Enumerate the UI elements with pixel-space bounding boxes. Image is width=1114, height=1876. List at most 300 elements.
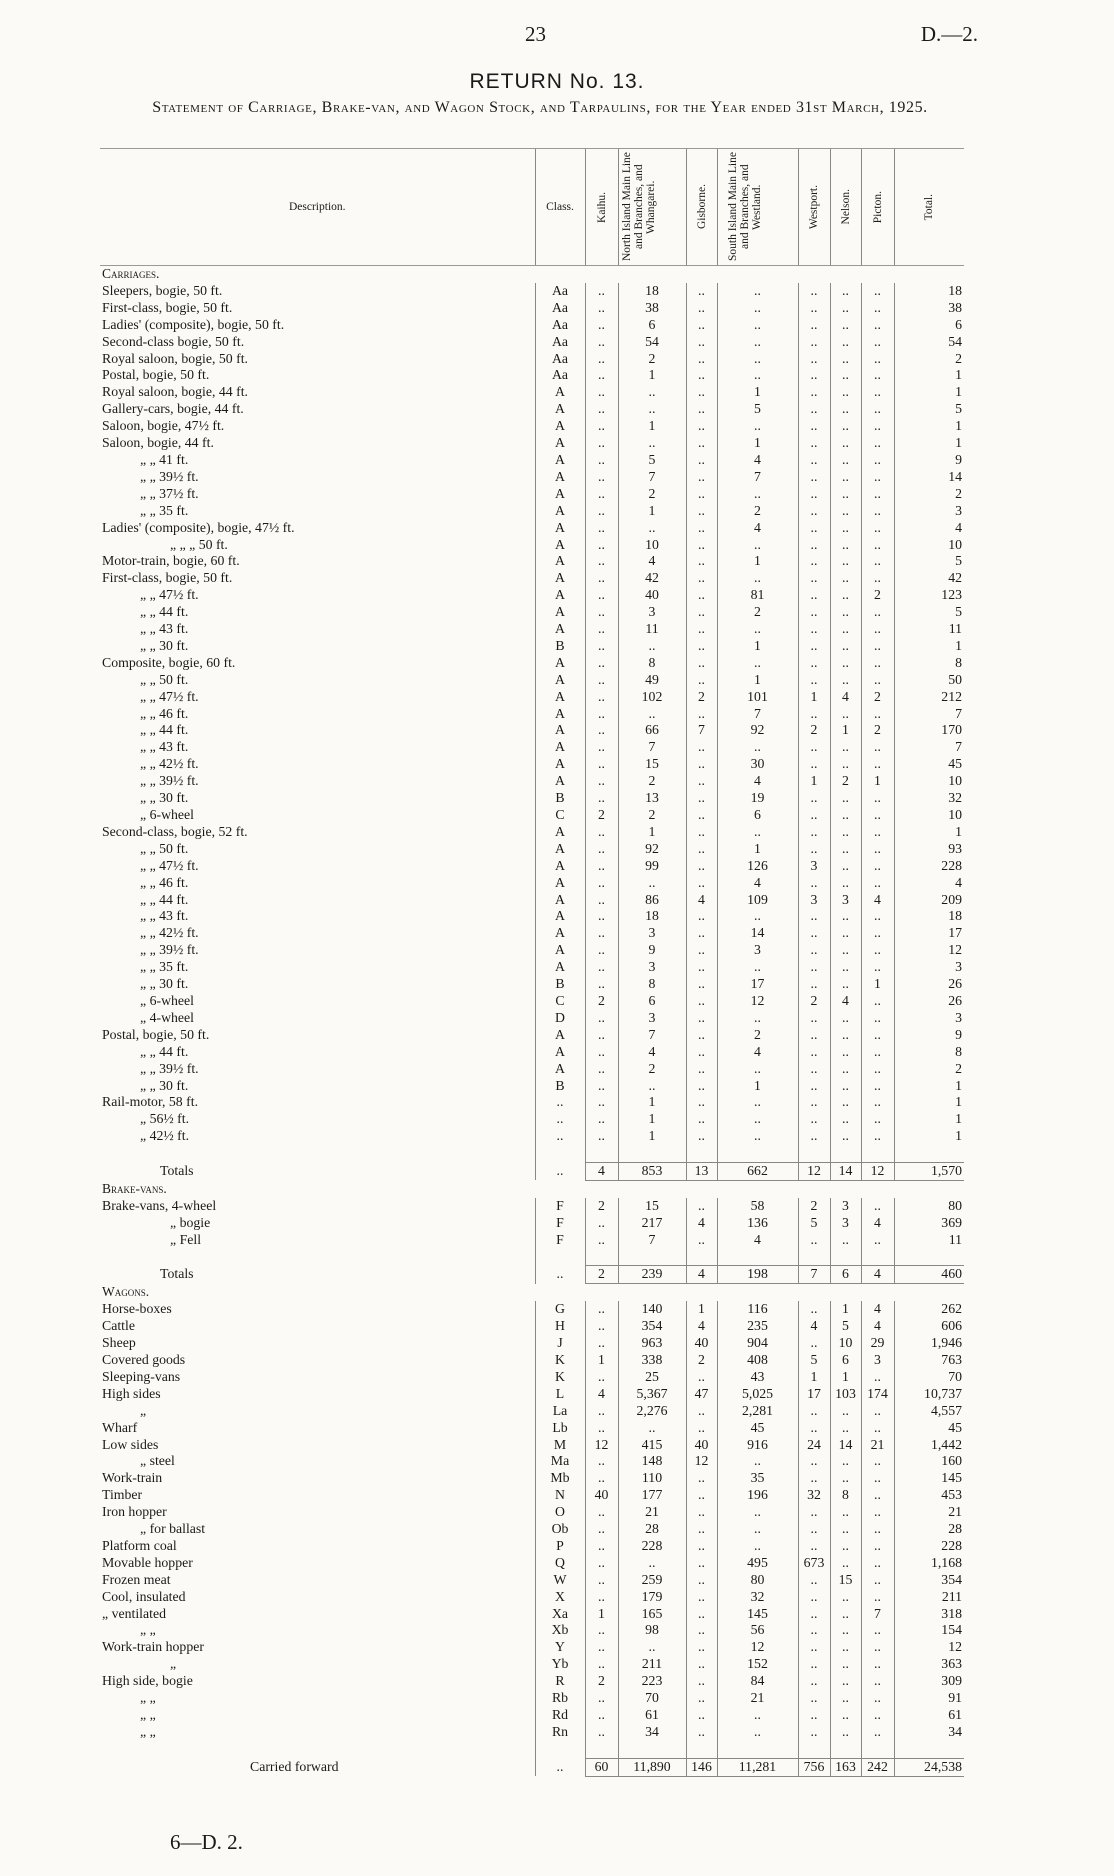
row-value: .. [861, 858, 894, 875]
row-value: .. [798, 587, 830, 604]
row-value: 2 [798, 722, 830, 739]
row-value: .. [861, 351, 894, 368]
row-description: „ „ 39½ ft. [140, 468, 199, 484]
header-description: Description. [100, 149, 535, 266]
row-value: .. [861, 1094, 894, 1111]
header-westport: Westport. [808, 184, 820, 230]
table-row [100, 689, 964, 706]
row-value: .. [830, 1521, 861, 1538]
row-value: .. [585, 1656, 618, 1673]
row-value: .. [798, 1572, 830, 1589]
row-value: .. [585, 401, 618, 418]
row-value: .. [798, 706, 830, 723]
row-value: .. [686, 1589, 717, 1606]
row-value: 6 [618, 317, 686, 334]
row-total: 6 [894, 317, 964, 334]
row-value: .. [686, 1690, 717, 1707]
row-value: .. [830, 1606, 861, 1623]
row-description: Iron hopper [102, 1504, 167, 1520]
row-value: .. [861, 1656, 894, 1673]
row-value: .. [686, 1521, 717, 1538]
row-value: .. [798, 553, 830, 570]
row-value: .. [717, 908, 798, 925]
row-class: L [535, 1386, 585, 1403]
row-class: Aa [535, 351, 585, 368]
row-total: 262 [894, 1301, 964, 1318]
row-value: .. [830, 1420, 861, 1437]
row-value: .. [585, 942, 618, 959]
row-description: Royal saloon, bogie, 44 ft. [102, 384, 248, 400]
row-value: .. [585, 503, 618, 520]
row-value: .. [798, 756, 830, 773]
table-row [100, 351, 964, 368]
row-value: 8 [618, 655, 686, 672]
row-value: .. [686, 1061, 717, 1078]
row-total: 10 [894, 807, 964, 824]
row-description: „ „ 50 ft. [140, 840, 189, 856]
statement-title: Statement of Carriage, Brake-van, and Wagon Stock, and Tarpaulins, for the Year ended 31st March, 1925. [152, 99, 928, 116]
row-value: .. [585, 384, 618, 401]
row-description: Brake-vans, 4-wheel [102, 1197, 217, 1213]
section-heading: Carriages. [102, 266, 160, 281]
row-value: .. [585, 1622, 618, 1639]
row-value: .. [686, 1420, 717, 1437]
row-class: A [535, 503, 585, 520]
row-value: .. [686, 1724, 717, 1741]
row-value: .. [861, 621, 894, 638]
row-description: „ [170, 1656, 177, 1672]
row-total: 170 [894, 722, 964, 739]
row-value: .. [830, 925, 861, 942]
row-value: .. [830, 1027, 861, 1044]
row-total: 10 [894, 537, 964, 554]
row-total: 460 [894, 1266, 964, 1284]
row-value: .. [585, 689, 618, 706]
row-value: .. [830, 587, 861, 604]
row-value: .. [585, 773, 618, 790]
row-value: 4 [585, 1386, 618, 1403]
row-class: A [535, 875, 585, 892]
row-value: .. [798, 925, 830, 942]
totals-row [100, 1266, 964, 1284]
row-value: 3 [618, 959, 686, 976]
row-value: 2 [618, 773, 686, 790]
header-north-island: North Island Main Line and Branches, and Whangarei. [621, 152, 657, 262]
row-value: .. [717, 1061, 798, 1078]
row-class: A [535, 892, 585, 909]
row-value: .. [798, 1639, 830, 1656]
row-value: .. [585, 1094, 618, 1111]
row-description: „ bogie [170, 1214, 211, 1230]
row-value: .. [717, 1521, 798, 1538]
row-value: .. [830, 300, 861, 317]
row-total: 4,557 [894, 1403, 964, 1420]
section-heading-row [100, 266, 964, 283]
row-total: 2 [894, 486, 964, 503]
row-value: .. [861, 486, 894, 503]
row-description: First-class, bogie, 50 ft. [102, 299, 233, 315]
row-value: .. [686, 1606, 717, 1623]
row-value: .. [830, 1232, 861, 1249]
row-value: .. [798, 1538, 830, 1555]
row-value: 145 [717, 1606, 798, 1623]
row-value: 13 [618, 790, 686, 807]
row-description: „ „ 47½ ft. [140, 587, 199, 603]
row-value: 30 [717, 756, 798, 773]
row-value: .. [585, 925, 618, 942]
row-description: Horse-boxes [102, 1301, 172, 1317]
row-value: .. [717, 1010, 798, 1027]
row-value: .. [585, 570, 618, 587]
table-row [100, 1707, 964, 1724]
row-value: .. [686, 1622, 717, 1639]
row-value: 7 [717, 469, 798, 486]
row-total: 80 [894, 1198, 964, 1215]
row-value: 2 [585, 993, 618, 1010]
spacer-row [100, 1249, 964, 1266]
row-value: .. [861, 655, 894, 672]
row-class: C [535, 993, 585, 1010]
row-value: .. [830, 824, 861, 841]
row-value: .. [686, 1128, 717, 1145]
row-description: „ „ 43 ft. [140, 908, 189, 924]
row-value: 3 [861, 1352, 894, 1369]
row-class: A [535, 537, 585, 554]
table-row [100, 1656, 964, 1673]
row-description: Cool, insulated [102, 1588, 186, 1604]
row-value: .. [798, 875, 830, 892]
row-value: 5 [798, 1215, 830, 1232]
row-description: „ „ 39½ ft. [140, 1060, 199, 1076]
row-value: .. [585, 317, 618, 334]
row-class: M [535, 1437, 585, 1454]
row-total: 45 [894, 756, 964, 773]
row-value: 4 [686, 1266, 717, 1284]
row-description: „ Fell [170, 1231, 202, 1247]
row-value: .. [830, 638, 861, 655]
table-row [100, 790, 964, 807]
row-class: Aa [535, 334, 585, 351]
row-value: 963 [618, 1335, 686, 1352]
row-value: 495 [717, 1555, 798, 1572]
row-value: .. [585, 367, 618, 384]
row-value: 11,281 [717, 1758, 798, 1776]
row-value: 11 [618, 621, 686, 638]
row-value: .. [798, 1232, 830, 1249]
row-description: „ „ „ 50 ft. [170, 536, 228, 552]
row-value: 80 [717, 1572, 798, 1589]
row-value: 4 [861, 1318, 894, 1335]
row-class: A [535, 570, 585, 587]
row-value: 1 [618, 824, 686, 841]
row-value: .. [798, 1521, 830, 1538]
row-value: .. [618, 875, 686, 892]
row-value: .. [585, 334, 618, 351]
row-value: 70 [618, 1690, 686, 1707]
row-value: .. [830, 1538, 861, 1555]
row-value: 916 [717, 1437, 798, 1454]
row-value: .. [861, 706, 894, 723]
row-value: .. [861, 1453, 894, 1470]
row-description: Cattle [102, 1318, 135, 1334]
row-total: 2 [894, 1061, 964, 1078]
row-total: 32 [894, 790, 964, 807]
row-class: A [535, 655, 585, 672]
row-value: .. [830, 858, 861, 875]
table-row [100, 401, 964, 418]
row-value: 3 [618, 925, 686, 942]
row-class: A [535, 1027, 585, 1044]
row-value: .. [686, 773, 717, 790]
spacer-row [100, 1145, 964, 1162]
table-row [100, 1301, 964, 1318]
row-value: .. [798, 942, 830, 959]
row-value: 116 [717, 1301, 798, 1318]
row-value: 4 [861, 1266, 894, 1284]
row-total: 1 [894, 638, 964, 655]
row-value: 2 [717, 503, 798, 520]
header-total: Total. [923, 193, 936, 221]
row-class: .. [535, 1758, 585, 1776]
row-class: .. [535, 1128, 585, 1145]
table-row [100, 1521, 964, 1538]
row-value: .. [717, 655, 798, 672]
row-value: 1 [798, 1369, 830, 1386]
row-description: „ „ 30 ft. [140, 637, 189, 653]
table-header-row [100, 149, 964, 266]
row-value: .. [717, 570, 798, 587]
row-value: 7 [861, 1606, 894, 1623]
row-value: .. [686, 1198, 717, 1215]
row-value: 4 [717, 520, 798, 537]
row-value: .. [585, 1215, 618, 1232]
row-value: 12 [798, 1163, 830, 1181]
row-value: 3 [830, 1198, 861, 1215]
row-description: „ „ 44 ft. [140, 891, 189, 907]
row-description: Low sides [102, 1436, 159, 1452]
row-description: „ 56½ ft. [140, 1111, 190, 1127]
row-value: .. [861, 1420, 894, 1437]
table-row [100, 317, 964, 334]
table-row [100, 1094, 964, 1111]
row-value: .. [798, 1403, 830, 1420]
row-total: 93 [894, 841, 964, 858]
row-value: .. [686, 401, 717, 418]
row-class: B [535, 790, 585, 807]
row-value: 17 [798, 1386, 830, 1403]
row-value: .. [830, 959, 861, 976]
row-class: A [535, 452, 585, 469]
row-class: Rd [535, 1707, 585, 1724]
row-class: .. [535, 1111, 585, 1128]
row-value: .. [830, 435, 861, 452]
row-value: .. [686, 1538, 717, 1555]
table-row [100, 1572, 964, 1589]
row-value: .. [686, 1572, 717, 1589]
row-description: „ „ 42½ ft. [140, 925, 199, 941]
row-value: 140 [618, 1301, 686, 1318]
table-row [100, 1111, 964, 1128]
row-description: „ „ [140, 1690, 156, 1706]
row-total: 12 [894, 1639, 964, 1656]
row-value: .. [861, 1470, 894, 1487]
row-value: .. [717, 959, 798, 976]
row-value: 61 [618, 1707, 686, 1724]
row-class: O [535, 1504, 585, 1521]
table-row [100, 1589, 964, 1606]
row-value: .. [585, 604, 618, 621]
row-value: 40 [618, 587, 686, 604]
row-value: 10 [830, 1335, 861, 1352]
row-value: .. [798, 1690, 830, 1707]
row-class: Xb [535, 1622, 585, 1639]
header-south-island: South Island Main Line and Branches, and Westland. [726, 152, 763, 262]
row-value: .. [686, 435, 717, 452]
table-row [100, 1386, 964, 1403]
row-value: .. [686, 1369, 717, 1386]
row-value: 19 [717, 790, 798, 807]
row-value: .. [686, 334, 717, 351]
row-total: 70 [894, 1369, 964, 1386]
row-total: 17 [894, 925, 964, 942]
row-value: .. [686, 367, 717, 384]
row-description: Saloon, bogie, 47½ ft. [102, 418, 225, 434]
row-total: 11 [894, 621, 964, 638]
row-value: 126 [717, 858, 798, 875]
table-row [100, 1352, 964, 1369]
row-value: .. [798, 1504, 830, 1521]
table-row [100, 1555, 964, 1572]
row-value: 99 [618, 858, 686, 875]
row-value: .. [798, 807, 830, 824]
row-value: .. [830, 1622, 861, 1639]
row-value: .. [686, 925, 717, 942]
row-value: 2 [686, 1352, 717, 1369]
table-row [100, 334, 964, 351]
row-value: 3 [798, 858, 830, 875]
row-value: .. [861, 1622, 894, 1639]
row-value: .. [585, 1010, 618, 1027]
row-value: 217 [618, 1215, 686, 1232]
row-value: .. [585, 892, 618, 909]
row-total: 3 [894, 503, 964, 520]
row-value: 338 [618, 1352, 686, 1369]
row-value: .. [798, 520, 830, 537]
row-value: 242 [861, 1758, 894, 1776]
row-class: P [535, 1538, 585, 1555]
row-class: A [535, 706, 585, 723]
row-value: .. [830, 384, 861, 401]
row-class: La [535, 1403, 585, 1420]
row-value: .. [686, 672, 717, 689]
return-title: RETURN No. 13. [469, 70, 645, 93]
row-total: 1 [894, 418, 964, 435]
row-value: .. [861, 300, 894, 317]
row-value: .. [585, 1639, 618, 1656]
row-value: 179 [618, 1589, 686, 1606]
row-value: .. [798, 1673, 830, 1690]
table-row [100, 993, 964, 1010]
row-value: 21 [861, 1437, 894, 1454]
row-value: 146 [686, 1758, 717, 1776]
row-value: .. [686, 537, 717, 554]
row-class: A [535, 959, 585, 976]
row-value: 4 [585, 1163, 618, 1181]
row-value: 4 [717, 1232, 798, 1249]
row-value: .. [861, 1128, 894, 1145]
row-value: 5 [798, 1352, 830, 1369]
table-row [100, 892, 964, 909]
row-value: 12 [717, 1639, 798, 1656]
row-class: A [535, 1061, 585, 1078]
row-description: Covered goods [102, 1351, 186, 1367]
row-value: .. [585, 1128, 618, 1145]
row-value: 1 [717, 638, 798, 655]
row-total: 7 [894, 706, 964, 723]
row-value: .. [585, 553, 618, 570]
row-class: X [535, 1589, 585, 1606]
row-description: Saloon, bogie, 44 ft. [102, 435, 214, 451]
row-class: B [535, 638, 585, 655]
row-class: .. [535, 1266, 585, 1284]
header-class: Class. [535, 149, 585, 266]
totals-row [100, 1758, 964, 1776]
row-value: 32 [798, 1487, 830, 1504]
row-value: .. [861, 1111, 894, 1128]
row-value: .. [717, 486, 798, 503]
row-value: .. [861, 570, 894, 587]
row-value: .. [798, 638, 830, 655]
row-value: .. [861, 1521, 894, 1538]
row-value: .. [686, 300, 717, 317]
row-class: G [535, 1301, 585, 1318]
row-value: .. [686, 739, 717, 756]
row-description: „ „ 50 ft. [140, 671, 189, 687]
row-value: .. [830, 418, 861, 435]
row-value: .. [585, 706, 618, 723]
table-row [100, 1504, 964, 1521]
row-value: .. [830, 1656, 861, 1673]
row-value: .. [861, 1027, 894, 1044]
row-value: .. [861, 503, 894, 520]
row-description: Composite, bogie, 60 ft. [102, 654, 236, 670]
row-description: „ „ 30 ft. [140, 976, 189, 992]
row-value: .. [861, 638, 894, 655]
section-heading-row [100, 1180, 964, 1197]
row-value: .. [861, 520, 894, 537]
table-row [100, 1724, 964, 1741]
header-picton: Picton. [871, 190, 884, 224]
row-value: 58 [717, 1198, 798, 1215]
row-value: .. [830, 1555, 861, 1572]
row-value: 1 [618, 418, 686, 435]
row-total: 1,168 [894, 1555, 964, 1572]
row-value: 2,276 [618, 1403, 686, 1420]
table-row [100, 469, 964, 486]
row-class: A [535, 824, 585, 841]
row-value: .. [798, 655, 830, 672]
row-value: .. [686, 418, 717, 435]
table-row [100, 283, 964, 300]
row-description: Work-train hopper [102, 1639, 204, 1655]
row-class: A [535, 858, 585, 875]
row-class: .. [535, 1094, 585, 1111]
row-total: 3 [894, 959, 964, 976]
row-value: .. [830, 367, 861, 384]
row-total: 28 [894, 1521, 964, 1538]
row-value: .. [686, 317, 717, 334]
row-value: .. [686, 908, 717, 925]
